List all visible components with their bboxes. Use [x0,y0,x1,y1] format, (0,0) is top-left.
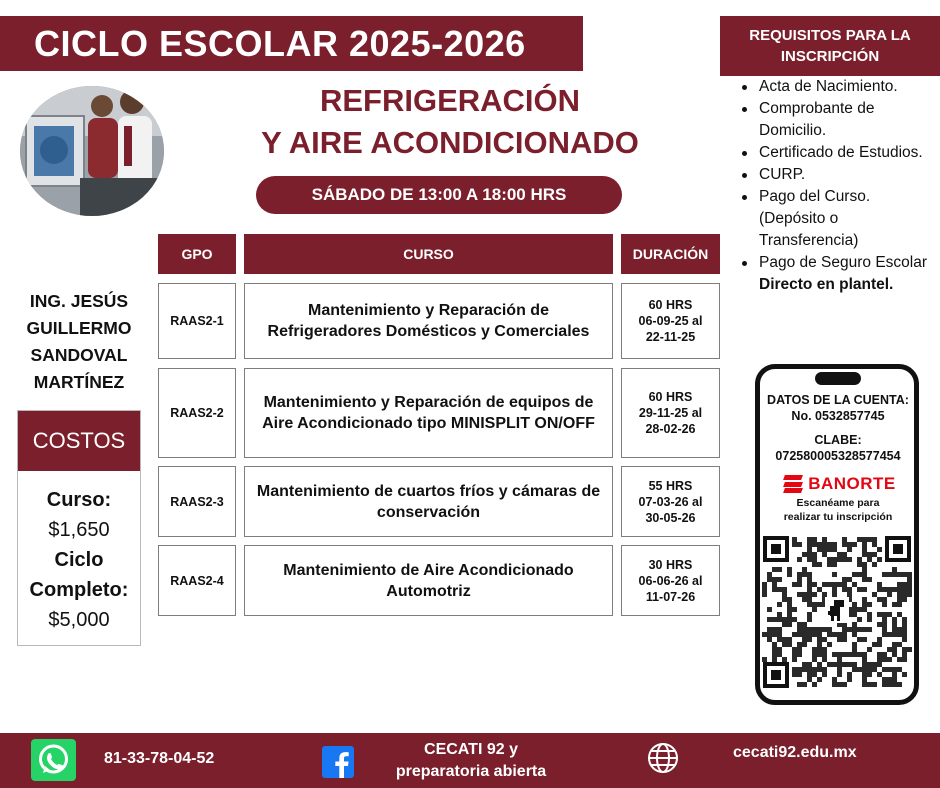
table-cell-course: Mantenimiento y Reparación de equipos de Aire Acondicionado tipo MINISPLIT ON/OFF [244,368,613,458]
qr-code[interactable] [762,535,912,689]
duration-start: 29-11-25 al [638,406,703,420]
scan-line-2: realizar tu inscripción [783,511,893,523]
table-header-gpo: GPO [158,234,236,274]
cycle-cost-label-2: Completo: [29,579,129,601]
bank-name: BANORTE [808,474,896,493]
facebook-icon[interactable] [322,746,354,778]
clabe-number: 072580005328577454 [775,448,901,463]
schedule-pill: SÁBADO DE 13:00 A 18:00 HRS [256,176,622,214]
costs-body [18,485,140,635]
table-cell-gpo: RAAS2-2 [158,368,236,458]
costs-box [17,410,141,646]
course-title-line-2: Y AIRE ACONDICIONADO [261,125,639,160]
table-cell-course: Mantenimiento y Reparación de Refrigeradores Domésticos y Comerciales [244,283,613,359]
table-cell-gpo: RAAS2-1 [158,283,236,359]
clabe-label: CLABE: [814,433,862,447]
table-cell-gpo: RAAS2-3 [158,466,236,537]
instructor-name [18,288,140,396]
facebook-line-2: preparatoria abierta [395,763,547,780]
footer-website[interactable]: cecati92.edu.mx [733,744,857,761]
cycle-cost-label-1: Ciclo [54,549,104,571]
course-title [230,80,670,164]
scan-instructions [764,496,912,524]
requirements-list [737,76,937,296]
duration-hours: 60 HRS [648,390,693,404]
duration-hours: 60 HRS [648,298,693,312]
duration-end: 22-11-25 [645,330,696,344]
course-cost-value: $1,650 [48,519,110,541]
duration-end: 28-02-26 [645,422,696,436]
course-title-line-1: REFRIGERACIÓN [319,83,581,118]
banorte-mark-icon [784,475,802,493]
instructor-line: SANDOVAL [30,345,128,365]
scan-line-1: Escanéame para [796,497,880,509]
duration-end: 30-05-26 [645,510,696,525]
footer-phone[interactable]: 81-33-78-04-52 [104,750,215,767]
duration-start: 06-06-26 al [638,573,703,588]
whatsapp-icon[interactable] [31,739,76,781]
duration-end: 11-07-26 [645,589,696,604]
requirement-item: CURP. [737,164,937,186]
costs-header: COSTOS [18,411,140,471]
banorte-logo [768,474,912,494]
account-number: No. 0532857745 [791,408,885,423]
phone-notch [815,372,861,385]
footer-facebook-page[interactable] [378,739,564,783]
instructor-line: ING. JESÚS [29,291,129,311]
footer-bar [0,733,940,788]
requirements-header: REQUISITOS PARA LA INSCRIPCIÓN [720,16,940,76]
table-header-duration: DURACIÓN [621,234,720,274]
table-cell-duration [621,283,720,359]
globe-icon [647,742,679,774]
requirement-item: Acta de Nacimiento. [737,76,937,98]
cycle-title: CICLO ESCOLAR 2025-2026 [34,22,526,64]
account-details [760,393,916,464]
cycle-banner [0,16,583,71]
course-cost-label: Curso: [46,489,112,511]
duration-start: 07-03-26 al [638,494,703,509]
duration-hours: 55 HRS [648,478,693,493]
requirement-item: Comprobante de Domicilio. [737,98,937,142]
duration-start: 06-09-25 al [638,314,703,328]
technicians-photo [20,86,164,216]
table-cell-duration [621,545,720,616]
table-cell-duration [621,368,720,458]
table-header-course: CURSO [244,234,613,274]
instructor-line: GUILLERMO [26,318,132,338]
account-label: DATOS DE LA CUENTA: [767,393,909,407]
cycle-cost-value: $5,000 [48,609,110,631]
requirement-item: Certificado de Estudios. [737,142,937,164]
requirement-item-insurance [737,252,937,296]
requirement-insurance-text: Pago de Seguro Escolar [759,254,928,271]
duration-hours: 30 HRS [648,557,693,572]
requirement-item: Pago del Curso. (Depósito o Transferencia) [737,186,937,252]
table-cell-course: Mantenimiento de Aire Acondicionado Automotriz [244,545,613,616]
instructor-line: MARTÍNEZ [33,372,125,392]
table-cell-course: Mantenimiento de cuartos fríos y cámaras de conservación [244,466,613,537]
facebook-line-1: CECATI 92 y [424,741,518,758]
table-cell-duration [621,466,720,537]
requirement-insurance-bold: Directo en plantel. [759,276,894,293]
table-cell-gpo: RAAS2-4 [158,545,236,616]
